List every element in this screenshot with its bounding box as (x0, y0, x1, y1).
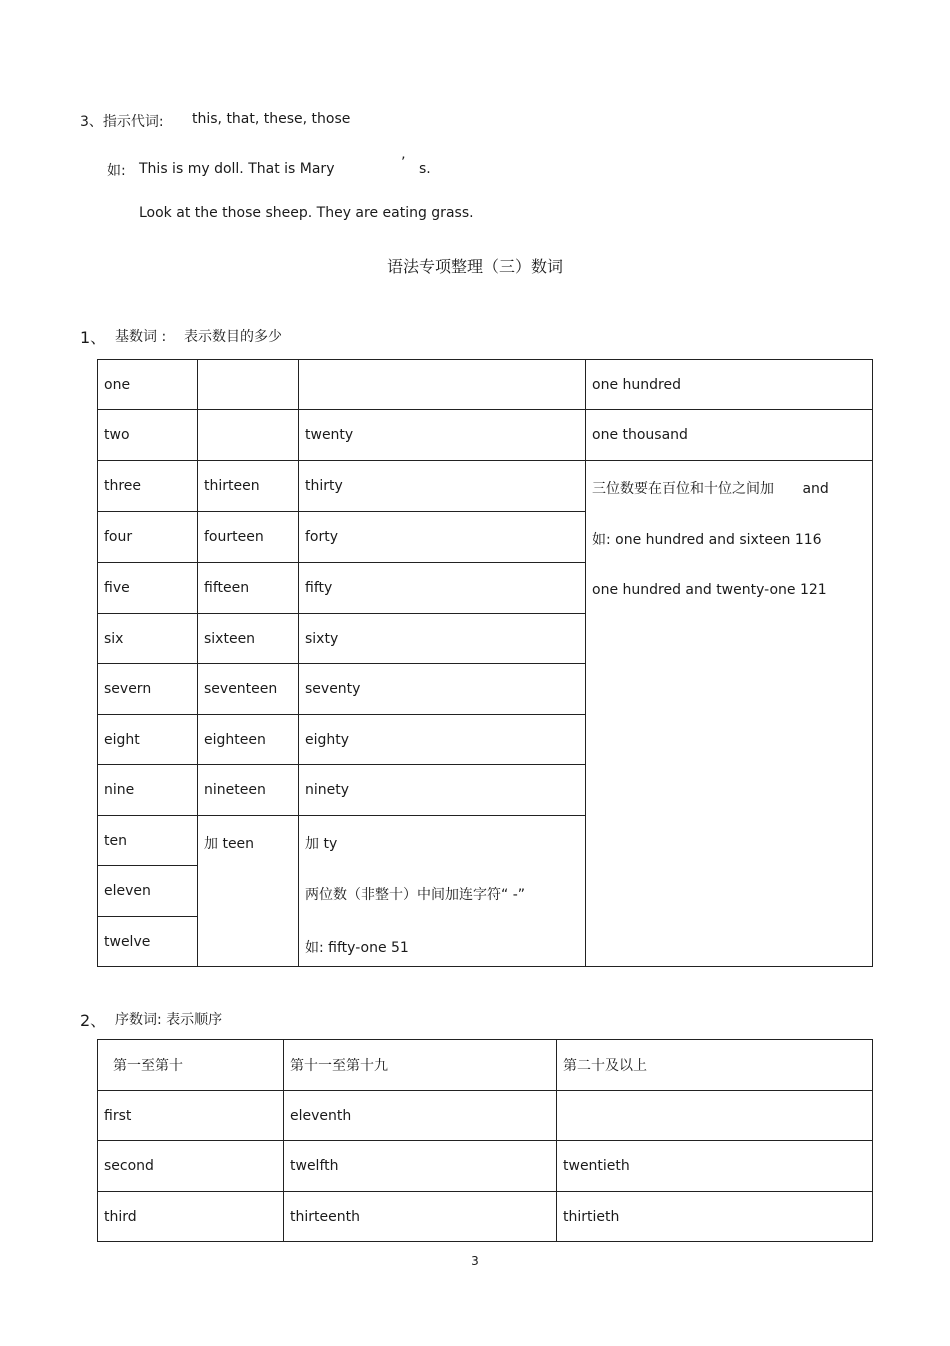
table-cell: severn (98, 664, 198, 715)
cardinal-table (97, 359, 873, 967)
table-cell: fourteen (198, 512, 299, 563)
ty-rule-cell (299, 816, 586, 967)
hundreds-example-2: one hundred and twenty-one 121 (592, 582, 827, 598)
page-number: 3 (471, 1254, 479, 1268)
table-cell: nine (98, 765, 198, 816)
table-cell: twelfth (284, 1141, 557, 1192)
table-cell: sixty (299, 614, 586, 664)
table-cell: forty (299, 512, 586, 563)
table-cell: one hundred (586, 360, 873, 410)
example-sentence-1b: s. (419, 161, 431, 177)
table-cell: twentieth (557, 1141, 873, 1192)
hundreds-rule-cell (586, 461, 873, 967)
hundreds-example-1: 如: one hundred and sixteen 116 (592, 532, 822, 548)
table-cell: one (98, 360, 198, 410)
example-apostrophe: ’ (401, 155, 406, 171)
table-cell: first (98, 1091, 284, 1141)
table-cell: twelve (98, 917, 198, 967)
table-cell: thirteenth (284, 1192, 557, 1242)
table-cell: thirteen (198, 461, 299, 512)
ordinal-heading: 序数词: 表示顺序 (115, 1012, 223, 1028)
cardinal-heading: 基数词 : (115, 329, 167, 345)
table-cell: eight (98, 715, 198, 765)
ordinal-number: 2、 (80, 1011, 107, 1030)
table-cell: third (98, 1192, 284, 1242)
pronoun-heading: 3、指示代词: (80, 114, 164, 130)
table-cell (198, 410, 299, 461)
table-cell: two (98, 410, 198, 461)
hundreds-rule-text: 三位数要在百位和十位之间加 (592, 481, 774, 497)
example-sentence-1a: This is my doll. That is Mary (139, 161, 335, 177)
table-cell: five (98, 563, 198, 614)
cardinal-description: 表示数目的多少 (184, 329, 282, 345)
table-cell: seventeen (198, 664, 299, 715)
example-prefix: 如: (107, 163, 126, 179)
table-cell: four (98, 512, 198, 563)
table-header-cell: 第二十及以上 (557, 1040, 873, 1091)
page-title: 语法专项整理（三）数词 (386, 257, 563, 276)
table-cell: eleventh (284, 1091, 557, 1141)
hyphen-example-line: 如: fifty-one 51 (305, 940, 409, 956)
hundreds-rule-and: and (802, 481, 829, 497)
table-header-cell: 第一至第十 (98, 1040, 284, 1091)
table-cell: ninety (299, 765, 586, 816)
hyphen-rule-line: 两位数（非整十）中间加连字符“ -” (305, 887, 526, 903)
table-cell: fifty (299, 563, 586, 614)
table-cell: twenty (299, 410, 586, 461)
hundreds-rule-line (592, 478, 866, 498)
table-cell: fifteen (198, 563, 299, 614)
table-cell: nineteen (198, 765, 299, 816)
table-cell: six (98, 614, 198, 664)
teen-rule-cell: 加 teen (198, 816, 299, 967)
table-cell: eighteen (198, 715, 299, 765)
table-cell: one thousand (586, 410, 873, 461)
table-cell: sixteen (198, 614, 299, 664)
table-cell: second (98, 1141, 284, 1192)
pronoun-words: this, that, these, those (192, 111, 351, 127)
table-cell: eleven (98, 866, 198, 917)
ordinal-table (97, 1039, 873, 1242)
table-cell: thirtieth (557, 1192, 873, 1242)
example-sentence-2: Look at the those sheep. They are eating grass. (139, 205, 474, 221)
table-cell: thirty (299, 461, 586, 512)
cardinal-number: 1、 (80, 328, 107, 347)
ty-rule-line: 加 ty (305, 836, 338, 852)
table-cell (557, 1091, 873, 1141)
table-cell: eighty (299, 715, 586, 765)
table-cell: ten (98, 816, 198, 866)
table-cell: seventy (299, 664, 586, 715)
table-cell (299, 360, 586, 410)
table-cell (198, 360, 299, 410)
table-header-cell: 第十一至第十九 (284, 1040, 557, 1091)
table-cell: three (98, 461, 198, 512)
